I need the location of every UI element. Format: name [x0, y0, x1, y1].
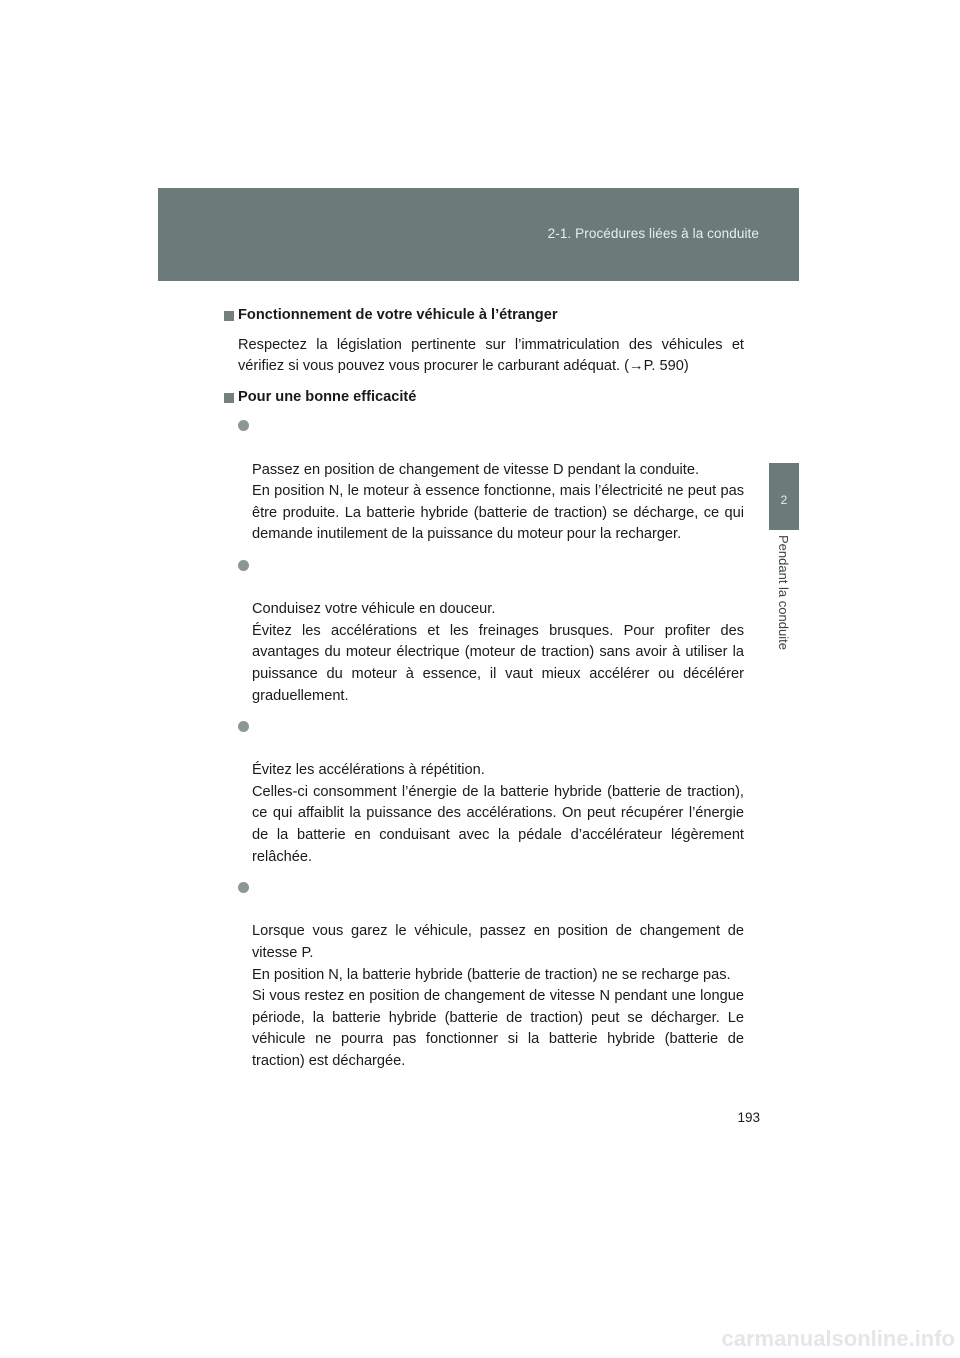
list-item	[252, 416, 744, 546]
circle-bullet-icon	[238, 882, 249, 893]
list-item	[252, 878, 744, 1072]
side-tab-number: 2	[780, 493, 788, 507]
square-bullet-icon	[224, 311, 234, 321]
section-heading-text: Fonctionnement de votre véhicule à l’étranger	[238, 307, 558, 323]
list-item-text: Passez en position de changement de vitesse D pendant la conduite. En position N, le moteur à essence fonctionne, mais l’électricité ne peut pas être produite. La batterie hybride (batterie de traction) se décharge, ce qui demande inutilement de la puissance du moteur pour la recharger.	[252, 461, 744, 543]
section-heading	[224, 387, 744, 409]
watermark-logo	[680, 1308, 960, 1358]
watermark-text: carmanualsonline.info	[721, 1326, 955, 1351]
list-item	[252, 556, 744, 707]
section-paragraph: Respectez la législation pertinente sur l’immatriculation des véhicules et vérifiez si vous pouvez vous procurer le carburant adéquat. (→P. 590)	[238, 336, 744, 375]
square-bullet-icon	[224, 393, 234, 403]
content	[224, 305, 744, 1083]
section-heading	[224, 305, 744, 327]
circle-bullet-icon	[238, 560, 249, 571]
circle-bullet-icon	[238, 420, 249, 431]
side-tab	[769, 463, 799, 530]
list-item-text: Évitez les accélérations à répétition. Celles-ci consomment l’énergie de la batterie hybride (batterie de traction), ce qui affaiblit la puissance des accélérations. On peut récupérer l’énergie de la batterie en conduisant avec la pédale d’accélérateur légèrement relâchée.	[252, 762, 744, 865]
circle-bullet-icon	[238, 721, 249, 732]
list-item	[252, 717, 744, 868]
list-item-text: Lorsque vous garez le véhicule, passez en position de changement de vitesse P. En position N, la batterie hybride (batterie de traction) ne se recharge pas. Si vous restez en position de changement de vitesse N pendant une longue période, la batterie hybride (batterie de traction) peut se décharger. Le véhicule ne pourra pas fonctionner si la batterie hybride (batterie de traction) est déchargée.	[252, 923, 744, 1069]
header-band	[158, 188, 799, 281]
header-title: 2-1. Procédures liées à la conduite	[547, 226, 759, 241]
side-tab-label-text: Pendant la conduite	[776, 535, 791, 650]
section-heading-text: Pour une bonne efficacité	[238, 388, 417, 405]
list-item-text: Conduisez votre véhicule en douceur. Évitez les accélérations et les freinages brusques. Pour profiter des avantages du moteur électrique (moteur de traction) sans avoir à utiliser la puissance du moteur à essence, il vaut mieux accélérer ou décélérer graduellement.	[252, 601, 744, 704]
side-tab-label	[769, 535, 799, 675]
page-number: 193	[737, 1110, 760, 1125]
